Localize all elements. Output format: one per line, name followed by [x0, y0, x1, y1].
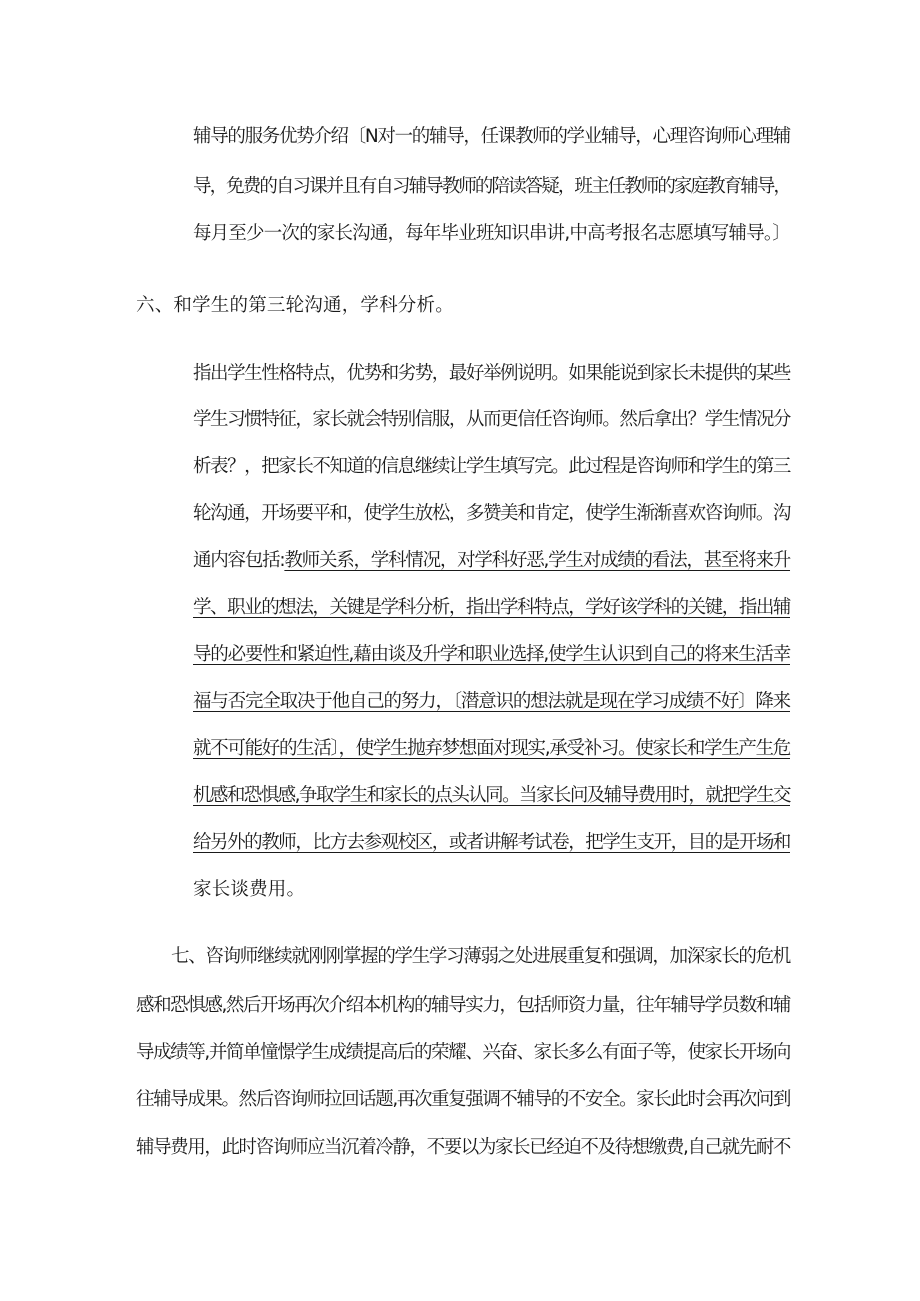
paragraph-line: 家长谈费用。 [193, 879, 306, 900]
section-heading-7: 七、咨询师继续就刚刚掌握的学生学习薄弱之处进展重复和强调，加深家长的危机 [171, 946, 790, 967]
underlined-line: 福与否完全取决于他自己的努力，〔潜意识的想法就是现在学习成绩不好〕降来 [193, 691, 790, 712]
paragraph-line: 导成绩等,并简单憧憬学生成绩提高后的荣耀、兴奋、家长多么有面子等，使家长开场向 [136, 1042, 790, 1063]
paragraph-line: 每月至少一次的家长沟通，每年毕业班知识串讲,中高考报名志愿填写辅导。〕 [193, 223, 790, 244]
underlined-line: 导的必要性和紧迫性,藉由谈及升学和职业选择,使学生认识到自己的将来生活幸 [193, 644, 790, 665]
line-prefix: 通内容包括: [193, 550, 285, 571]
underlined-line: 机感和恐惧感,争取学生和家长的点头认同。当家长问及辅导费用时，就把学生交 [193, 785, 790, 806]
paragraph-line: 析表？，把家长不知道的信息继续让学生填写完。此过程是咨询师和学生的第三 [193, 456, 790, 477]
section-heading-6: 六、和学生的第三轮沟通，学科分析。 [136, 295, 454, 316]
underlined-line: 就不可能好的生活〕，使学生抛弃梦想面对现实,承受补习。使家长和学生产生危 [193, 738, 790, 759]
paragraph-line: 辅导费用，此时咨询师应当沉着冷静，不要以为家长已经迫不及待想缴费,自己就先耐不 [136, 1137, 790, 1158]
underlined-text: 教师关系，学科情况，对学科好恶,学生对成绩的看法，甚至将来升 [284, 550, 791, 571]
paragraph-line: 导，免费的自习课并且有自习辅导教师的陪读答疑，班主任教师的家庭教育辅导， [193, 176, 790, 197]
paragraph-line: 指出学生性格特点，优势和劣势，最好举例说明。如果能说到家长未提供的某些 [193, 363, 790, 384]
paragraph-line: 感和恐惧感,然后开场再次介绍本机构的辅导实力，包括师资力量，往年辅导学员数和辅 [136, 995, 790, 1016]
underlined-line: 学、职业的想法，关键是学科分析，指出学科特点，学好该学科的关键，指出辅 [193, 597, 790, 618]
paragraph-line: 轮沟通，开场要平和，使学生放松，多赞美和肯定，使学生渐渐喜欢咨询师。沟 [193, 503, 790, 524]
paragraph-line: 学生习惯特征，家长就会特别信服，从而更信任咨询师。然后拿出？学生情况分 [193, 409, 790, 430]
underlined-line: 给另外的教师，比方去参观校区，或者讲解考试卷，把学生支开，目的是开场和 [193, 832, 790, 853]
paragraph-line: 辅导的服务优势介绍〔N对一的辅导，任课教师的学业辅导，心理咨询师心理辅 [193, 126, 790, 147]
paragraph-line [193, 548, 790, 574]
paragraph-line: 往辅导成果。然后咨询师拉回话题,再次重复强调不辅导的不安全。家长此时会再次问到 [136, 1089, 790, 1110]
